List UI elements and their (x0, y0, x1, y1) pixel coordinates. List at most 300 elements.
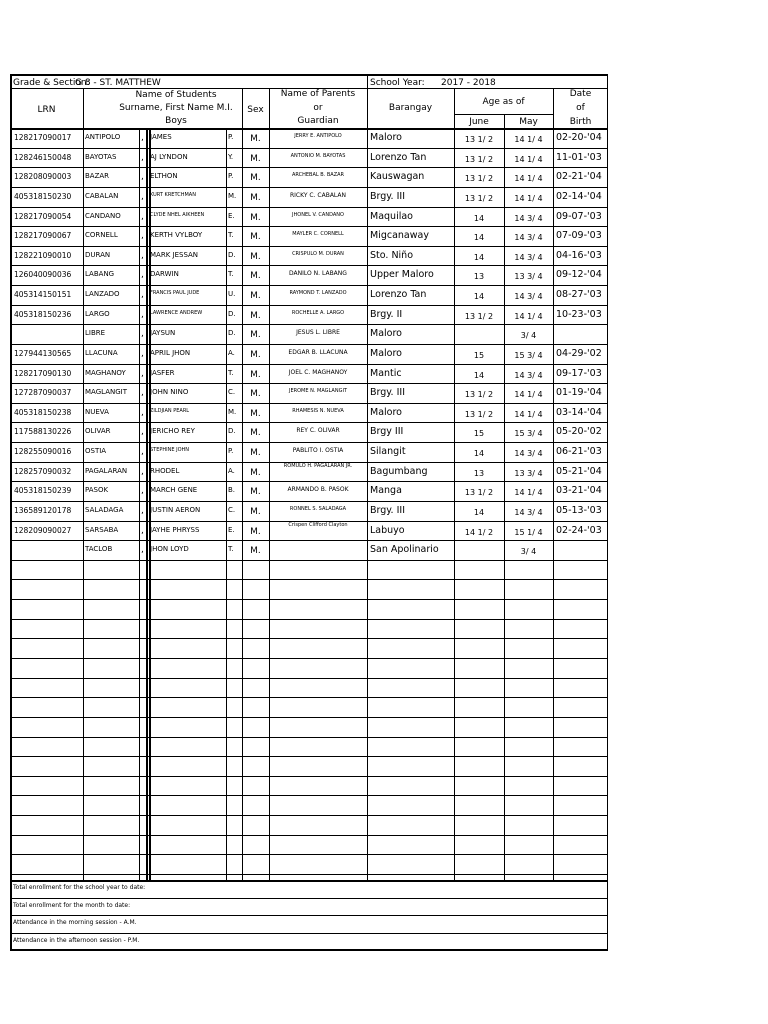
student-comma: , (141, 231, 144, 242)
student-age-may: 14 3/ 4 (514, 213, 543, 223)
student-barangay: Brgy. III (370, 190, 405, 202)
blank-row-line (10, 697, 608, 698)
student-surname: LIBRE (85, 329, 106, 338)
row-line (10, 540, 608, 541)
student-sex: M. (250, 448, 261, 459)
student-dob: 02-24-'03 (556, 524, 602, 536)
student-comma: , (141, 368, 144, 379)
student-dob: 09-12-'04 (556, 269, 602, 281)
student-age-june: 15 (473, 350, 485, 360)
student-parent: RONNEL S. SALADAGA (289, 505, 347, 512)
student-first-name: MARK JESSAN (150, 250, 199, 259)
student-surname: TACLOB (85, 545, 113, 554)
row-line (10, 167, 608, 168)
student-comma: , (141, 309, 144, 320)
grade-section-label: Grade & Section: (13, 78, 90, 88)
student-dob: 03-14-'04 (556, 406, 602, 418)
school-year-value: 2017 - 2018 (441, 78, 496, 88)
student-age-may: 14 1/ 4 (514, 193, 543, 203)
student-age-may: 15 3/ 4 (514, 350, 543, 360)
row-line (10, 207, 608, 208)
student-age-june: 13 1/ 2 (464, 311, 494, 321)
student-sex: M. (250, 428, 261, 439)
student-dob: 09-17-'03 (556, 367, 602, 379)
col-name-1: Name of Students (135, 90, 217, 100)
student-comma: , (141, 486, 144, 497)
blank-row-line (10, 737, 608, 738)
student-age-june: 14 (473, 507, 485, 517)
student-first-name: JASFER (150, 368, 175, 377)
student-first-name: JAMES (150, 133, 172, 141)
student-first-name: DARWIN (150, 270, 179, 279)
header-split (367, 74, 368, 88)
frame-top (10, 74, 608, 76)
student-parent: CRISPULO M. DURAN (292, 250, 344, 257)
student-barangay: Maquilao (370, 210, 413, 222)
student-barangay: Brgy. II (370, 308, 403, 320)
student-lrn: 128208090003 (14, 172, 72, 182)
blank-row-line (10, 717, 608, 718)
student-barangay: Labuyo (370, 524, 405, 536)
student-barangay: Sto. Niño (370, 249, 414, 261)
student-sex: M. (250, 369, 261, 380)
row-line (10, 305, 608, 306)
frame-bottom (10, 949, 608, 951)
row-line (10, 383, 608, 384)
student-sex: M. (250, 291, 261, 302)
student-surname: ANTIPOLO (85, 133, 121, 141)
student-age-june: 13 1/ 2 (464, 154, 494, 164)
student-parent: ROMULO H. PAGALARAN JR. (283, 462, 353, 469)
student-first-name: LAWRENCE ANDREW (150, 309, 203, 316)
student-middle-initial: D. (228, 427, 236, 436)
col-line-comma-a (146, 128, 148, 880)
student-age-may: 3/ 4 (520, 547, 537, 557)
col-parent-3: Guardian (297, 116, 339, 126)
student-middle-initial: P. (228, 447, 234, 456)
row-line (10, 265, 608, 266)
col-june: June (469, 117, 489, 127)
student-surname: BAZAR (85, 172, 110, 181)
student-barangay: Maloro (370, 347, 402, 359)
student-sex: M. (250, 349, 261, 360)
student-surname: DURAN (85, 250, 111, 259)
student-age-may: 14 1/ 4 (514, 488, 543, 498)
student-barangay: Bagumbang (370, 465, 428, 477)
student-parent: RICKY C. CABALAN (289, 191, 346, 199)
student-lrn: 405318150230 (14, 191, 72, 201)
student-age-may: 14 1/ 4 (514, 174, 543, 184)
frame-left (10, 74, 12, 950)
student-middle-initial: C. (228, 388, 236, 397)
student-sex: M. (250, 330, 261, 341)
col-dob-2: of (576, 103, 585, 113)
student-age-may: 14 1/ 4 (514, 390, 543, 400)
row-line (10, 403, 608, 404)
row-line (10, 285, 608, 286)
row-line (10, 246, 608, 247)
col-line-comma-b (149, 128, 151, 880)
student-dob: 02-21-'04 (556, 171, 602, 183)
student-age-june: 14 (473, 449, 485, 459)
col-dob-1: Date (569, 89, 592, 99)
student-first-name: KERTH VYLBOY (150, 231, 203, 240)
col-lrn: LRN (37, 105, 56, 115)
student-age-june: 13 1/ 2 (464, 488, 494, 498)
student-middle-initial: C. (228, 505, 236, 514)
student-parent: ARMANDO B. PASOK (287, 486, 349, 494)
col-parent-1: Name of Parents (280, 89, 356, 99)
student-dob: 05-20-'02 (556, 426, 602, 438)
student-sex: M. (250, 467, 261, 478)
student-surname: OLIVAR (85, 427, 111, 436)
student-comma: , (141, 133, 144, 143)
student-surname: MAGHANOY (85, 368, 126, 377)
student-parent: ROCHELLE A. LARGO (291, 309, 345, 316)
blank-row-line (10, 579, 608, 580)
student-first-name: JAYHE PHRYSS (150, 525, 200, 534)
student-barangay: Maloro (370, 328, 402, 340)
student-parent: PABLITO I. OSTIA (292, 447, 344, 455)
row-line (10, 442, 608, 443)
student-dob: 10-23-'03 (556, 308, 602, 320)
student-surname: CORNELL (85, 231, 118, 240)
student-lrn: 128217090067 (14, 231, 72, 241)
student-barangay: Silangit (370, 446, 406, 458)
student-age-june: 15 (473, 429, 485, 439)
col-may: May (519, 117, 538, 127)
student-sex: M. (250, 487, 261, 498)
student-surname: LARGO (85, 309, 110, 318)
student-comma: , (141, 152, 144, 163)
student-barangay: Upper Maloro (370, 269, 434, 281)
student-first-name: CLYDE NHEL AIKHEEN (150, 211, 205, 218)
blank-row-line (10, 874, 608, 875)
row-line (10, 226, 608, 227)
frame-right (607, 74, 609, 950)
student-age-may: 14 3/ 4 (514, 370, 543, 380)
student-parent: JESUS L. LIBRE (296, 329, 340, 337)
student-parent: JHONEL V. CANDANO (292, 211, 344, 218)
student-dob: 02-20-'04 (556, 132, 602, 143)
student-first-name: MARCH GENE (150, 486, 198, 495)
student-surname: SARSABA (85, 525, 119, 534)
col-sex: Sex (247, 105, 264, 115)
student-age-june: 13 (473, 272, 485, 282)
student-age-may: 14 1/ 4 (514, 311, 543, 321)
student-parent: RHAMESIS N. NUEVA (292, 407, 344, 414)
student-dob: 04-16-'03 (556, 249, 602, 261)
footer-row-line (10, 915, 608, 916)
student-dob: 06-21-'03 (556, 446, 602, 458)
student-sex: M. (250, 310, 261, 321)
student-age-june: 14 (473, 233, 485, 243)
student-age-may: 14 1/ 4 (514, 154, 543, 164)
row-line (10, 344, 608, 345)
blank-row-line (10, 678, 608, 679)
student-sex: M. (250, 506, 261, 517)
student-middle-initial: T. (228, 545, 234, 554)
student-sex: M. (250, 173, 261, 184)
student-dob: 05-13-'03 (556, 504, 602, 516)
row-line (10, 187, 608, 188)
student-middle-initial: D. (228, 329, 236, 338)
student-parent: ARCHEBAL B. BAZAR (291, 172, 345, 179)
blank-row-line (10, 835, 608, 836)
student-barangay: Maloro (370, 406, 402, 418)
student-parent: EDGAR B. LLACUNA (288, 348, 348, 356)
student-barangay: Brgy. III (370, 504, 405, 516)
student-barangay: Migcanaway (370, 230, 429, 242)
student-comma: , (141, 505, 144, 516)
student-middle-initial: P. (228, 172, 234, 181)
footer-line-4: Attendance in the afternoon session - P.M. (13, 936, 140, 944)
col-line-first (226, 128, 227, 880)
row-line (10, 560, 608, 561)
blank-row-line (10, 854, 608, 855)
row-line (10, 481, 608, 482)
student-parent: RAYMOND T. LANZADO (289, 290, 347, 297)
row-line (10, 364, 608, 365)
student-middle-initial: T. (228, 270, 234, 279)
student-surname: PASOK (85, 486, 109, 495)
student-dob: 07-09-'03 (556, 230, 602, 242)
col-line-surname (139, 128, 140, 880)
student-sex: M. (250, 408, 261, 419)
student-lrn: 128257090032 (14, 466, 72, 476)
student-lrn: 117588130226 (14, 427, 72, 437)
student-comma: , (141, 466, 144, 477)
col-dob-3: Birth (569, 117, 592, 127)
student-barangay: Lorenzo Tan (370, 289, 427, 301)
student-comma: , (141, 545, 144, 556)
student-first-name: APRIL JHON (150, 348, 191, 357)
student-sex: M. (250, 546, 261, 557)
student-middle-initial: T. (228, 368, 234, 377)
row-line (10, 501, 608, 502)
student-middle-initial: D. (228, 309, 236, 318)
student-comma: , (141, 250, 144, 261)
student-first-name: KURT KRETCHMAN (150, 191, 196, 198)
blank-row-line (10, 619, 608, 620)
student-middle-initial: D. (228, 250, 236, 259)
blank-row-line (10, 815, 608, 816)
student-surname: BAYOTAS (85, 152, 117, 161)
student-dob: 05-21-'04 (556, 465, 602, 477)
student-surname: NUEVA (85, 407, 109, 416)
student-age-june: 13 (473, 468, 485, 478)
student-sex: M. (250, 192, 261, 203)
student-middle-initial: M. (228, 407, 237, 416)
student-dob: 09-07-'03 (556, 210, 602, 222)
student-first-name: ZILDJIAN PEARL (150, 407, 190, 414)
student-surname: SALADAGA (85, 505, 124, 514)
student-sex: M. (250, 389, 261, 400)
student-sex: M. (250, 251, 261, 262)
student-middle-initial: U. (228, 290, 236, 299)
student-middle-initial: E. (228, 525, 235, 534)
student-sex: M. (250, 153, 261, 164)
student-comma: , (141, 447, 144, 458)
student-parent: ANTONIO M. BAYOTAS (290, 152, 346, 159)
student-first-name: JHON LOYD (150, 545, 189, 554)
student-dob: 03-21-'04 (556, 485, 602, 497)
student-parent: MAYLER C. CORNELL (292, 231, 344, 238)
student-age-may: 15 1/ 4 (514, 527, 543, 537)
student-age-june: 14 (473, 292, 485, 302)
student-middle-initial: P. (228, 133, 234, 141)
student-surname: MAGLANGIT (85, 388, 127, 397)
student-barangay: Maloro (370, 132, 402, 143)
blank-row-line (10, 756, 608, 757)
student-comma: , (141, 525, 144, 536)
student-age-may: 14 1/ 4 (514, 409, 543, 419)
student-middle-initial: A. (228, 348, 235, 357)
student-barangay: Kauswagan (370, 171, 425, 183)
school-year-label: School Year: (370, 78, 425, 88)
student-age-june: 13 1/ 2 (464, 193, 494, 203)
row-line (10, 148, 608, 149)
blank-row-line (10, 599, 608, 600)
enrollment-form (10, 74, 608, 950)
student-middle-initial: B. (228, 486, 236, 495)
student-first-name: STEPHINE JOHN (150, 447, 190, 454)
col-name-3: Boys (165, 116, 187, 126)
col-barangay: Barangay (388, 103, 433, 113)
student-first-name: JERICHO REY (150, 427, 195, 436)
student-age-june: 14 (473, 213, 485, 223)
grade-section-value: G 8 - ST. MATTHEW (75, 78, 161, 88)
student-barangay: Lorenzo Tan (370, 151, 427, 163)
student-first-name: JUSTIN AERON (150, 505, 201, 514)
student-age-may: 14 3/ 4 (514, 233, 543, 243)
footer-line-2: Total enrollment for the month to date: (13, 901, 131, 909)
student-lrn: 405318150238 (14, 407, 72, 417)
student-age-june: 13 1/ 2 (464, 174, 494, 184)
student-comma: , (141, 270, 144, 281)
student-age-may: 14 1/ 4 (514, 135, 543, 144)
student-lrn: 405314150151 (14, 290, 72, 300)
student-age-june: 13 1/ 2 (464, 135, 494, 144)
student-barangay: Brgy. III (370, 387, 405, 399)
student-barangay: Manga (370, 485, 402, 497)
student-parent: DANILO N. LABANG (289, 270, 347, 278)
student-age-may: 14 3/ 4 (514, 252, 543, 262)
student-middle-initial: M. (228, 191, 237, 200)
student-parent: Crispen Clifford Clayton (288, 521, 348, 528)
student-lrn: 127944130565 (14, 348, 72, 358)
student-lrn: 128217090017 (14, 133, 72, 142)
student-middle-initial: T. (228, 231, 234, 240)
student-sex: M. (250, 232, 261, 243)
student-barangay: San Apolinario (370, 544, 439, 556)
student-age-may: 14 3/ 4 (514, 507, 543, 517)
student-parent: JEROME N. MAGLANGIT (288, 388, 347, 395)
student-lrn: 128217090130 (14, 368, 72, 378)
student-dob: 02-14-'04 (556, 190, 602, 202)
row-line (10, 422, 608, 423)
col-parent-2: or (313, 103, 323, 113)
student-age-may: 14 3/ 4 (514, 449, 543, 459)
student-age-june: 13 1/ 2 (464, 390, 494, 400)
student-middle-initial: Y. (228, 152, 234, 161)
student-lrn: 128246150048 (14, 152, 72, 162)
student-first-name: JAYSUN (150, 329, 176, 338)
student-surname: CANDANO (85, 211, 121, 220)
student-comma: , (141, 191, 144, 202)
footer-row-line (10, 933, 608, 934)
student-surname: LANZADO (85, 290, 120, 299)
student-lrn: 128217090054 (14, 211, 72, 221)
student-surname: LLACUNA (85, 348, 118, 357)
student-surname: CABALAN (85, 191, 119, 200)
footer-line-3: Attendance in the morning session - A.M. (13, 919, 137, 926)
student-sex: M. (250, 271, 261, 282)
student-age-june: 14 (473, 252, 485, 262)
col-age-as-of: Age as of (482, 97, 525, 107)
student-middle-initial: E. (228, 211, 235, 220)
student-surname: OSTIA (85, 447, 107, 456)
student-lrn: 128221090010 (14, 250, 72, 260)
student-lrn: 126040090036 (14, 270, 72, 280)
footer-top (10, 880, 608, 882)
student-dob: 04-29-'02 (556, 347, 602, 359)
student-age-may: 14 3/ 4 (514, 292, 543, 302)
student-surname: PAGALARAN (85, 466, 128, 475)
student-sex: M. (250, 526, 261, 537)
student-age-may: 3/ 4 (520, 331, 537, 341)
student-comma: , (141, 407, 144, 418)
student-comma: , (141, 348, 144, 359)
student-first-name: AJ LYNDON (150, 152, 188, 161)
student-middle-initial: A. (228, 466, 235, 475)
row-line (10, 324, 608, 325)
student-first-name: RHODEL (150, 466, 180, 475)
student-dob: 08-27-'03 (556, 289, 602, 301)
student-lrn: 128255090016 (14, 447, 72, 457)
student-dob: 01-19-'04 (556, 387, 602, 399)
student-age-may: 13 3/ 4 (514, 468, 543, 478)
student-parent: JERRY E. ANTIPOLO (294, 133, 342, 139)
footer-line-1: Total enrollment for the school year to date: (13, 884, 146, 891)
student-first-name: JOHN NINO (150, 388, 189, 397)
student-first-name: ELTHON (150, 172, 178, 181)
student-comma: , (141, 290, 144, 301)
student-comma: , (141, 388, 144, 399)
student-barangay: Mantic (370, 367, 402, 379)
student-lrn: 136589120178 (14, 505, 72, 515)
student-age-june: 14 (473, 370, 485, 380)
footer-row-line (10, 898, 608, 899)
student-lrn: 405318150236 (14, 309, 72, 319)
student-age-may: 13 3/ 4 (514, 272, 543, 282)
student-lrn: 405318150239 (14, 486, 72, 496)
student-barangay: Brgy III (370, 426, 404, 438)
student-comma: , (141, 211, 144, 222)
student-dob: 11-01-'03 (556, 151, 602, 163)
student-lrn: 128209090027 (14, 525, 72, 535)
student-lrn: 127287090037 (14, 388, 72, 398)
student-first-name: FRANCIS PAUL JUDE (150, 290, 200, 297)
blank-row-line (10, 638, 608, 639)
student-comma: , (141, 427, 144, 438)
student-age-june: 14 1/ 2 (464, 527, 494, 537)
blank-row-line (10, 776, 608, 777)
blank-row-line (10, 658, 608, 659)
student-surname: LABANG (85, 270, 115, 279)
student-parent: REY C. OLIVAR (296, 427, 340, 435)
student-comma: , (141, 172, 144, 183)
